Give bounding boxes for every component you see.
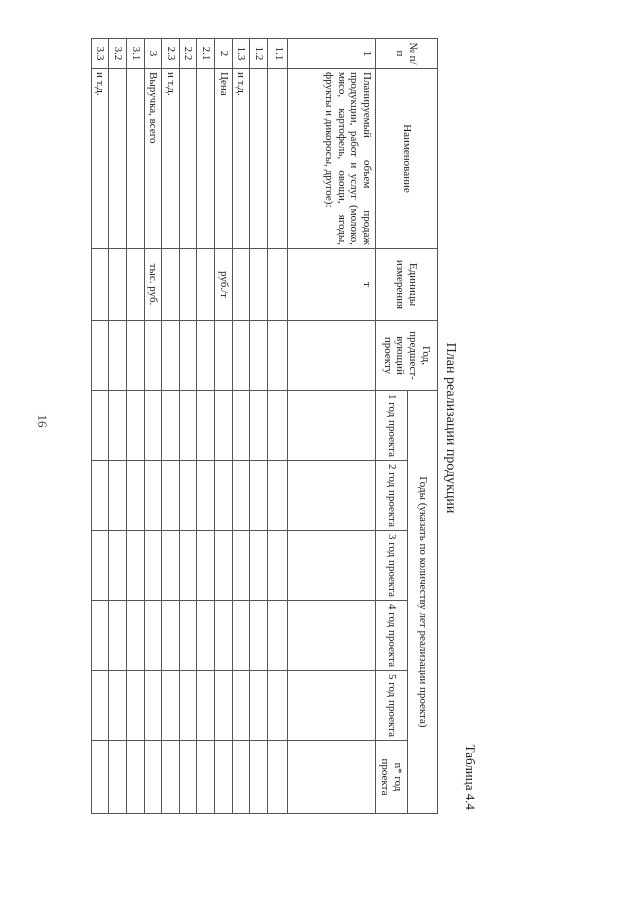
row-name: [197, 69, 215, 249]
empty-cell: [91, 531, 109, 601]
empty-cell: [197, 741, 215, 814]
header-year-1: 1 год проекта: [376, 391, 408, 461]
table-row: [144, 39, 162, 814]
table-row: [215, 39, 233, 814]
header-year-3: 3 год проекта: [376, 531, 408, 601]
empty-cell: [250, 741, 268, 814]
table-row: [91, 39, 109, 814]
header-unit: Единицы измерения: [376, 249, 438, 321]
empty-cell: [215, 601, 233, 671]
empty-cell: [288, 741, 376, 814]
empty-cell: [288, 461, 376, 531]
table-row: [162, 39, 180, 814]
empty-cell: [109, 391, 127, 461]
table-row: [232, 39, 250, 814]
empty-cell: [288, 531, 376, 601]
empty-cell: [144, 321, 162, 391]
empty-cell: [232, 741, 250, 814]
empty-cell: [126, 741, 144, 814]
header-name: Наименование: [376, 69, 438, 249]
table-row: [197, 39, 215, 814]
empty-cell: [197, 461, 215, 531]
empty-cell: [91, 461, 109, 531]
empty-cell: [144, 531, 162, 601]
empty-cell: [109, 601, 127, 671]
empty-cell: [91, 671, 109, 741]
empty-cell: [232, 671, 250, 741]
row-unit: [268, 249, 288, 321]
empty-cell: [91, 601, 109, 671]
header-year-n: n* год проекта: [376, 741, 408, 814]
empty-cell: [179, 531, 197, 601]
empty-cell: [250, 391, 268, 461]
empty-cell: [268, 461, 288, 531]
row-name: Цена: [215, 69, 233, 249]
empty-cell: [197, 321, 215, 391]
row-unit: т: [288, 249, 376, 321]
row-number: 2: [215, 39, 233, 69]
empty-cell: [268, 601, 288, 671]
row-name: и т.д.: [91, 69, 109, 249]
row-unit: [197, 249, 215, 321]
row-number: 2.1: [197, 39, 215, 69]
row-name: [179, 69, 197, 249]
empty-cell: [179, 601, 197, 671]
table-row: [126, 39, 144, 814]
empty-cell: [215, 741, 233, 814]
empty-cell: [162, 531, 180, 601]
sales-plan-table: [91, 38, 438, 814]
empty-cell: [126, 671, 144, 741]
header-year-4: 4 год проекта: [376, 601, 408, 671]
empty-cell: [144, 391, 162, 461]
empty-cell: [109, 741, 127, 814]
empty-cell: [250, 321, 268, 391]
row-number: 1.3: [232, 39, 250, 69]
row-number: 3.3: [91, 39, 109, 69]
header-year-2: 2 год проекта: [376, 461, 408, 531]
rotated-document-content: [94, 38, 480, 818]
row-name: [268, 69, 288, 249]
header-year-5: 5 год проекта: [376, 671, 408, 741]
header-years-group: Годы (указать по количеству лет реализации проекта): [408, 391, 438, 814]
empty-cell: [215, 461, 233, 531]
empty-cell: [232, 461, 250, 531]
empty-cell: [250, 671, 268, 741]
empty-cell: [288, 321, 376, 391]
table-row: [288, 39, 376, 814]
empty-cell: [215, 671, 233, 741]
empty-cell: [126, 601, 144, 671]
empty-cell: [232, 391, 250, 461]
empty-cell: [197, 601, 215, 671]
row-name: Выручка, всего: [144, 69, 162, 249]
empty-cell: [179, 321, 197, 391]
row-unit: [162, 249, 180, 321]
empty-cell: [250, 531, 268, 601]
empty-cell: [162, 741, 180, 814]
row-unit: [126, 249, 144, 321]
empty-cell: [250, 461, 268, 531]
row-number: 3.1: [126, 39, 144, 69]
table-title: План реализации продукции: [443, 342, 458, 514]
empty-cell: [268, 531, 288, 601]
table-row: [250, 39, 268, 814]
row-unit: тыс. руб.: [144, 249, 162, 321]
empty-cell: [232, 321, 250, 391]
empty-cell: [197, 391, 215, 461]
empty-cell: [232, 531, 250, 601]
row-name: [250, 69, 268, 249]
empty-cell: [144, 601, 162, 671]
row-name: [109, 69, 127, 249]
empty-cell: [91, 741, 109, 814]
empty-cell: [126, 391, 144, 461]
empty-cell: [268, 741, 288, 814]
row-name: [126, 69, 144, 249]
empty-cell: [162, 391, 180, 461]
row-name: Планируемый объем продаж продукции, работ и услуг (молоко, мясо, картофель, овощи, ягоды, фрукты и дикоросы, другое):: [288, 69, 376, 249]
empty-cell: [197, 671, 215, 741]
empty-cell: [179, 461, 197, 531]
empty-cell: [109, 321, 127, 391]
empty-cell: [109, 671, 127, 741]
header-num: № п/п: [376, 39, 438, 69]
row-number: 3.2: [109, 39, 127, 69]
row-unit: руб./т: [215, 249, 233, 321]
empty-cell: [162, 461, 180, 531]
empty-cell: [232, 601, 250, 671]
empty-cell: [197, 531, 215, 601]
header-prev-year: Год, предшест-вующий проекту: [376, 321, 438, 391]
row-name: и т.д.: [232, 69, 250, 249]
row-unit: [91, 249, 109, 321]
table-caption: Таблица 4.4: [463, 744, 478, 810]
table-row: [109, 39, 127, 814]
empty-cell: [91, 391, 109, 461]
table-body: [91, 39, 375, 814]
empty-cell: [215, 321, 233, 391]
empty-cell: [162, 601, 180, 671]
row-unit: [232, 249, 250, 321]
row-number: 3: [144, 39, 162, 69]
empty-cell: [288, 391, 376, 461]
table-row: [268, 39, 288, 814]
row-number: 2.3: [162, 39, 180, 69]
empty-cell: [144, 461, 162, 531]
empty-cell: [250, 601, 268, 671]
row-number: 1.2: [250, 39, 268, 69]
empty-cell: [144, 741, 162, 814]
row-unit: [250, 249, 268, 321]
empty-cell: [215, 391, 233, 461]
empty-cell: [144, 671, 162, 741]
empty-cell: [126, 531, 144, 601]
empty-cell: [91, 321, 109, 391]
empty-cell: [179, 741, 197, 814]
row-number: 1: [288, 39, 376, 69]
empty-cell: [268, 391, 288, 461]
row-name: и т.д.: [162, 69, 180, 249]
empty-cell: [109, 461, 127, 531]
table-row: [179, 39, 197, 814]
empty-cell: [179, 391, 197, 461]
empty-cell: [126, 321, 144, 391]
empty-cell: [162, 671, 180, 741]
empty-cell: [126, 461, 144, 531]
row-number: 1.1: [268, 39, 288, 69]
empty-cell: [109, 531, 127, 601]
empty-cell: [288, 601, 376, 671]
empty-cell: [268, 671, 288, 741]
empty-cell: [179, 671, 197, 741]
empty-cell: [162, 321, 180, 391]
empty-cell: [268, 321, 288, 391]
row-unit: [179, 249, 197, 321]
page-number: 16: [35, 414, 50, 428]
row-unit: [109, 249, 127, 321]
empty-cell: [288, 671, 376, 741]
empty-cell: [215, 531, 233, 601]
row-number: 2.2: [179, 39, 197, 69]
